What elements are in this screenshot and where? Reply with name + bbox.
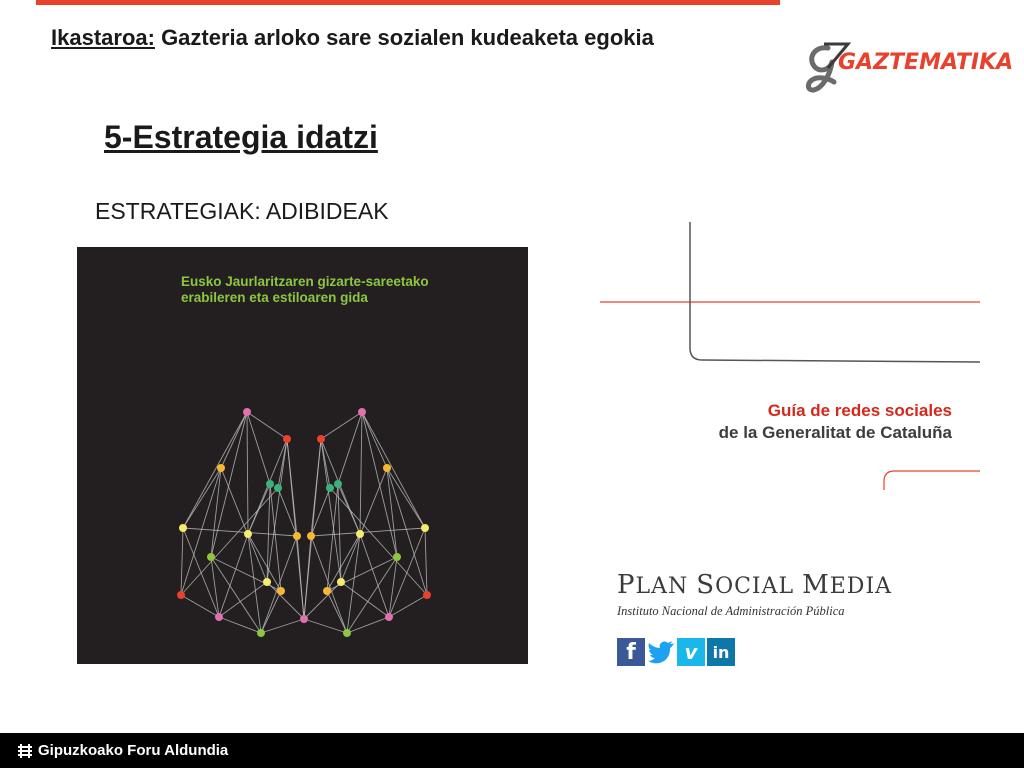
network-edge — [261, 619, 304, 633]
network-node — [207, 553, 215, 561]
network-edge — [247, 412, 270, 484]
network-edge — [387, 468, 427, 595]
network-node — [343, 629, 351, 637]
network-node — [244, 530, 252, 538]
network-node — [263, 578, 271, 586]
network-edge — [267, 582, 304, 619]
network-node — [385, 613, 393, 621]
network-node — [300, 615, 308, 623]
network-edge — [247, 412, 287, 439]
network-edge — [327, 591, 347, 633]
network-graph-illustration — [77, 247, 528, 664]
vimeo-icon: v — [677, 638, 705, 666]
network-edge — [389, 595, 427, 617]
plan-social-media-title: PLAN SOCIAL MEDIA — [617, 570, 893, 600]
section-title: 5-Estrategia idatzi — [104, 119, 378, 155]
social-icons-row — [617, 638, 735, 666]
network-node — [283, 435, 291, 443]
linkedin-icon: in — [707, 638, 735, 666]
network-edge — [321, 412, 362, 439]
network-edge — [362, 412, 425, 528]
network-node — [307, 532, 315, 540]
network-node — [383, 464, 391, 472]
facebook-icon: f — [617, 638, 645, 666]
network-edge — [304, 619, 347, 633]
network-edge — [425, 528, 427, 595]
network-edge — [360, 412, 362, 534]
network-edge — [247, 412, 248, 534]
network-node — [215, 613, 223, 621]
catalonia-guide-cover — [596, 218, 986, 498]
network-node — [243, 408, 251, 416]
network-edge — [181, 595, 219, 617]
network-edge — [219, 582, 267, 617]
basque-guide-cover — [77, 247, 528, 664]
network-node — [334, 480, 342, 488]
network-node — [257, 629, 265, 637]
network-node — [277, 587, 285, 595]
network-edge — [341, 582, 389, 617]
gaztematika-logo — [804, 38, 1014, 94]
examples-subtitle: ESTRATEGIAK: ADIBIDEAK — [95, 198, 389, 224]
network-edge — [327, 557, 397, 591]
catalonia-guide-title: Guía de redes sociales de la Generalitat de Cataluña — [718, 401, 952, 442]
course-title-text: Gazteria arloko sare sozialen kudeaketa egokia — [154, 25, 654, 50]
network-node — [293, 532, 301, 540]
network-edge — [347, 617, 389, 633]
plan-social-media-subtitle: Instituto Nacional de Administración Pública — [617, 604, 845, 618]
network-edge — [338, 484, 360, 534]
network-edge — [181, 488, 278, 595]
network-node — [177, 591, 185, 599]
network-edge — [347, 534, 360, 633]
course-title-prefix: Ikastaroa: — [51, 25, 155, 50]
gipuzkoa-emblem-icon — [17, 743, 33, 759]
network-edge — [362, 412, 387, 468]
network-edge — [211, 557, 281, 591]
network-edge — [181, 528, 183, 595]
network-node — [179, 524, 187, 532]
network-node — [317, 435, 325, 443]
network-node — [393, 553, 401, 561]
network-edge — [304, 582, 341, 619]
network-node — [326, 484, 334, 492]
footer-bar — [0, 733, 1024, 768]
network-edge — [304, 536, 311, 619]
network-edge — [219, 617, 261, 633]
course-title — [51, 25, 654, 51]
network-edge — [261, 591, 281, 633]
network-edge — [297, 536, 304, 619]
network-edge — [181, 468, 221, 595]
network-node — [421, 524, 429, 532]
network-edge — [221, 412, 247, 468]
network-edge — [183, 412, 247, 528]
twitter-icon — [647, 638, 675, 666]
footer-organization-label: Gipuzkoako Foru Aldundia — [38, 742, 229, 759]
network-node — [358, 408, 366, 416]
network-node — [337, 578, 345, 586]
network-edge — [338, 412, 362, 484]
network-edge — [211, 412, 247, 557]
network-node — [266, 480, 274, 488]
network-edge — [248, 534, 261, 633]
network-node — [356, 530, 364, 538]
basque-guide-title: Eusko Jaurlaritzaren gizarte-sareetako erabileren eta estiloaren gida — [181, 274, 429, 305]
svg-text:GAZTEMATIKA: GAZTEMATIKA — [838, 50, 1014, 75]
network-node — [274, 484, 282, 492]
top-accent-bar — [36, 0, 780, 5]
cover-decor-lines — [596, 218, 986, 498]
network-edge — [321, 439, 341, 582]
plan-social-media-cover — [617, 570, 892, 619]
network-node — [323, 587, 331, 595]
network-node — [423, 591, 431, 599]
network-edge — [267, 439, 287, 582]
network-node — [217, 464, 225, 472]
